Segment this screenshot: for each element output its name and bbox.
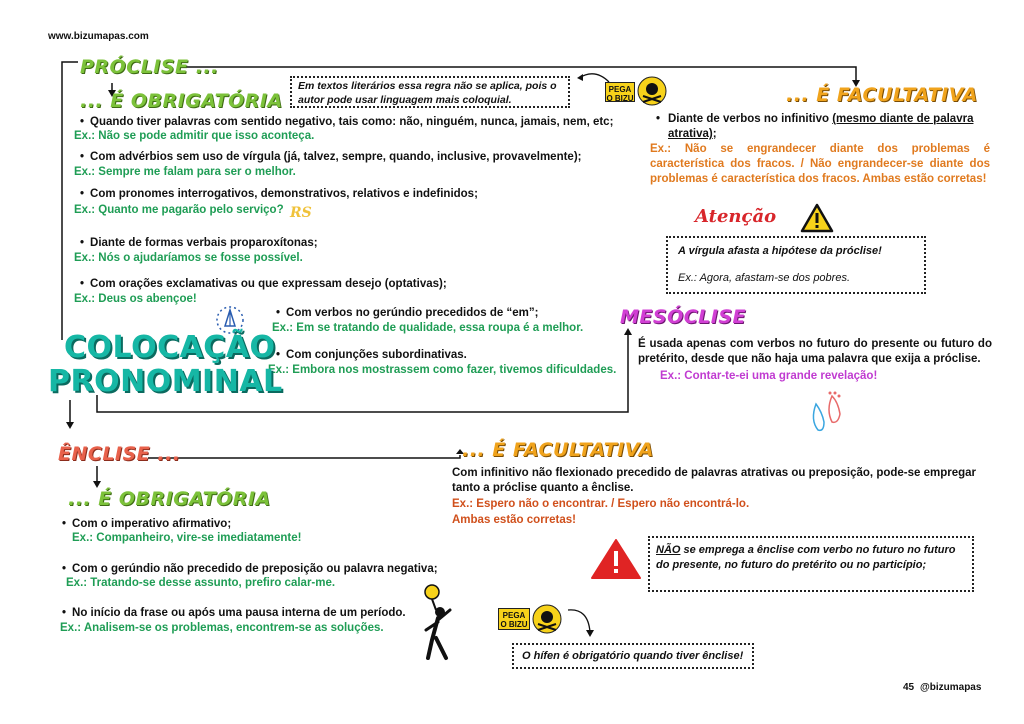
enclise-item-3: • No início da frase ou após uma pausa interna de um período. — [62, 606, 406, 621]
hifen-note: O hífen é obrigatório quando tiver ênclise! — [522, 650, 744, 662]
center-title-line1: COLOCAÇÃO — [64, 330, 276, 365]
proclise-item-5: • Com orações exclamativas ou que expressam desejo (optativas); — [80, 277, 447, 292]
atencao-label: Atenção — [695, 206, 777, 227]
enclise-item-1: • Com o imperativo afirmativo; — [62, 517, 231, 532]
atencao-box — [666, 236, 926, 294]
center-title-line2: PRONOMINAL — [48, 364, 283, 399]
atencao-example: Ex.: Agora, afastam-se dos pobres. — [678, 272, 851, 284]
enclise-facultativa-text: Com infinitivo não flexionado precedido de palavras atrativas ou preposição, pode-se empregar tanto a próclise quanto a ênclise. — [452, 467, 977, 494]
atencao-note: A vírgula afasta a hipótese da próclise! — [678, 245, 882, 257]
curved-arrow-icon-2 — [566, 606, 596, 638]
literary-note-box — [290, 76, 570, 108]
proclise-example-2: Ex.: Sempre me falam para ser o melhor. — [74, 166, 296, 178]
skull-icon — [637, 76, 667, 106]
proclise-item-2: • Com advérbios sem uso de vírgula (já, talvez, sempre, quando, inclusive, provavelmente); — [80, 150, 582, 165]
rs-doodle-icon: RS — [290, 205, 312, 221]
proclise-facultativa-text: • Diante de verbos no infinitivo (mesmo diante de palavra atrativa); — [656, 113, 974, 140]
proclise-title: PRÓCLISE ... — [80, 56, 219, 78]
enclise-warning-box — [648, 536, 974, 592]
enclise-example-1: Ex.: Companheiro, vire-se imediatamente! — [72, 532, 302, 544]
proclise-example-5: Ex.: Deus os abençoe! — [74, 293, 197, 305]
facultativa-text-b: (mesmo diante de palavra atrativa) — [668, 113, 974, 140]
pega-bizu-tag: PEGA O BIZU — [605, 82, 635, 102]
enclise-warning-text — [656, 543, 966, 573]
enclise-example-3: Ex.: Analisem-se os problemas, encontrem-se as soluções. — [60, 622, 384, 634]
proclise-item-6: • Com verbos no gerúndio precedidos de “em”; — [276, 306, 538, 321]
pega-bizu-badge-2 — [498, 604, 608, 638]
enclise-obrigatoria-title: ... É OBRIGATÓRIA — [68, 488, 271, 510]
enclise-item-2: • Com o gerúndio não precedido de preposição ou palavra negativa; — [62, 562, 438, 577]
proclise-example-7: Ex.: Embora nos mostrassem como fazer, tivemos dificuldades. — [268, 364, 617, 376]
warning-strong: NÃO — [656, 544, 681, 556]
facultativa-text-a: Diante de verbos no infinitivo — [668, 113, 833, 125]
site-url: www.bizumapas.com — [48, 31, 149, 42]
proclise-example-3: Ex.: Quanto me pagarão pelo serviço? — [74, 204, 284, 216]
red-warning-icon — [590, 538, 642, 580]
proclise-item-3: • Com pronomes interrogativos, demonstrativos, relativos e indefinidos; — [80, 187, 478, 202]
mesoclise-title: MESÓCLISE — [620, 306, 747, 328]
proclise-item-1: • Quando tiver palavras com sentido negativo, tais como: não, ninguém, nunca, jamais, nem, etc; — [80, 115, 613, 130]
mesoclise-text: É usada apenas com verbos no futuro do presente ou futuro do pretérito, desde que não haja uma palavra que exija a próclise. — [638, 338, 992, 365]
footprints-icon — [806, 390, 846, 434]
enclise-facultativa-example: Ex.: Espero não o encontrar. / Espero não encontrá-lo. — [452, 498, 750, 510]
hifen-box — [512, 643, 754, 669]
enclise-facultativa-note: Ambas estão corretas! — [452, 514, 576, 526]
proclise-obrigatoria-title: ... É OBRIGATÓRIA — [80, 90, 283, 112]
pega-bizu-badge — [575, 76, 673, 106]
proclise-example-4: Ex.: Nós o ajudaríamos se fosse possível. — [74, 252, 303, 264]
proclise-item-7: • Com conjunções subordinativas. — [276, 348, 467, 363]
skull-icon-2 — [532, 604, 562, 634]
mesoclise-example: Ex.: Contar-te-ei uma grande revelação! — [660, 370, 878, 382]
enclise-title: ÊNCLISE ... — [58, 443, 181, 465]
proclise-facultativa-title: ... É FACULTATIVA — [786, 84, 978, 106]
proclise-facultativa-example: Ex.: Não se engrandecer diante dos problemas é característica dos fracos. / Não engrandecer-se diante dos problemas é característica dos fracos. Ambas estão corretas! — [650, 143, 990, 185]
warning-triangle-icon — [800, 203, 834, 233]
page-number: 45 — [903, 682, 915, 693]
person-idea-icon — [410, 582, 466, 662]
pega-bizu-tag-2: PEGA O BIZU — [498, 608, 530, 630]
enclise-example-2: Ex.: Tratando-se desse assunto, prefiro calar-me. — [66, 577, 336, 589]
proclise-item-4: • Diante de formas verbais proparoxítonas; — [80, 236, 318, 251]
proclise-example-6: Ex.: Em se tratando de qualidade, essa roupa é a melhor. — [272, 322, 584, 334]
literary-note-text: Em textos literários essa regra não se aplica, pois o autor pode usar linguagem mais coloquial. — [298, 80, 557, 106]
facultativa-text-c: ; — [712, 128, 717, 140]
proclise-example-1: Ex.: Não se pode admitir que isso aconteça. — [74, 130, 315, 142]
enclise-facultativa-title: ... É FACULTATIVA — [462, 439, 654, 461]
footer-handle: @bizumapas — [920, 682, 982, 693]
warning-rest: se emprega a ênclise com verbo no futuro no futuro do presente, no futuro do pretérito ou no particípio; — [656, 544, 956, 571]
